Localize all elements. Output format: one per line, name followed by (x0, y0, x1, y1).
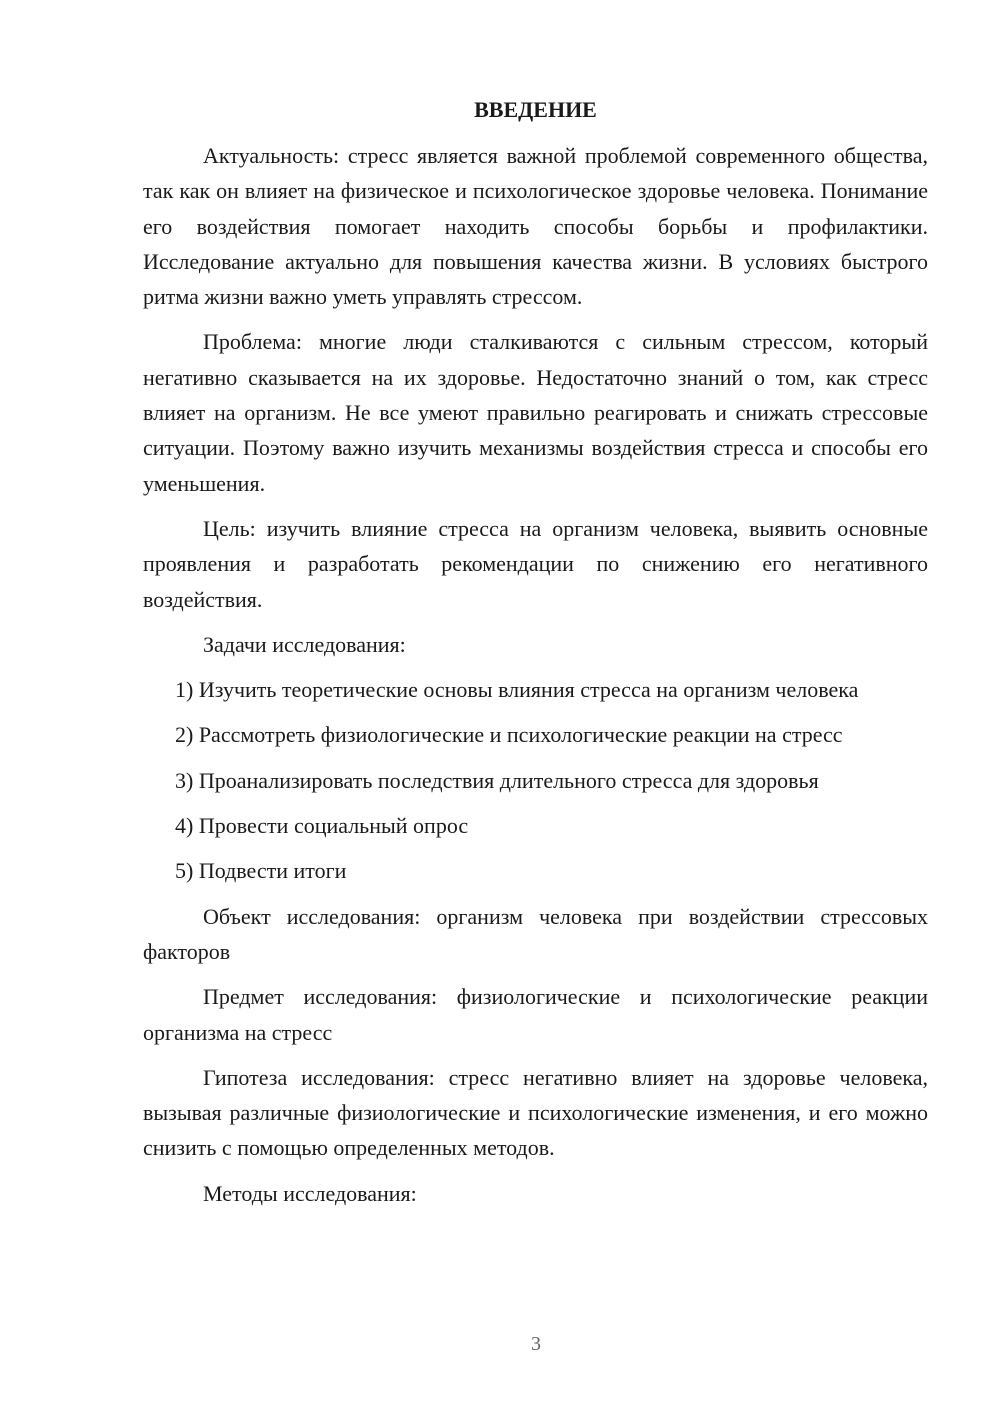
task-item-5: 5) Подвести итоги (175, 858, 347, 884)
task-item-3: 3) Проанализировать последствия длительного стресса для здоровья (175, 767, 819, 793)
page-number: 3 (531, 1333, 541, 1355)
document-page (143, 92, 928, 1221)
object-paragraph: Объект исследования: организм человека при воздействии стрессовых факторов (143, 903, 928, 964)
methods-heading: Методы исследования: (203, 1180, 417, 1206)
task-item-1: 1) Изучить теоретические основы влияния стресса на организм человека (175, 677, 859, 703)
task-item-2: 2) Рассмотреть физиологические и психологические реакции на стресс (175, 722, 843, 748)
tasks-heading: Задачи исследования: (203, 631, 406, 657)
relevance-paragraph: Актуальность: стресс является важной проблемой современного общества, так как он влияет на физическое и психологическое здоровье человека. Понимание его воздействия помогает находить способы борьбы и профилактики. Исследование актуально для повышения качества жизни. В условиях быстрого ритма жизни важно уметь управлять стрессом. (143, 143, 928, 310)
problem-paragraph: Проблема: многие люди сталкиваются с сильным стрессом, который негативно сказывается на их здоровье. Недостаточно знаний о том, как стресс влияет на организм. Не все умеют правильно реагировать и снижать стрессовые ситуации. Поэтому важно изучить механизмы воздействия стресса и способы его уменьшения. (143, 329, 928, 496)
page-title: ВВЕДЕНИЕ (474, 97, 597, 122)
task-item-4: 4) Провести социальный опрос (175, 813, 469, 839)
subject-paragraph: Предмет исследования: физиологические и психологические реакции организма на стресс (143, 984, 928, 1045)
hypothesis-paragraph: Гипотеза исследования: стресс негативно влияет на здоровье человека, вызывая различные физиологические и психологические изменения, и его можно снизить с помощью определенных методов. (143, 1064, 928, 1161)
goal-paragraph: Цель: изучить влияние стресса на организм человека, выявить основные проявления и разработать рекомендации по снижению его негативного воздействия. (143, 515, 928, 612)
